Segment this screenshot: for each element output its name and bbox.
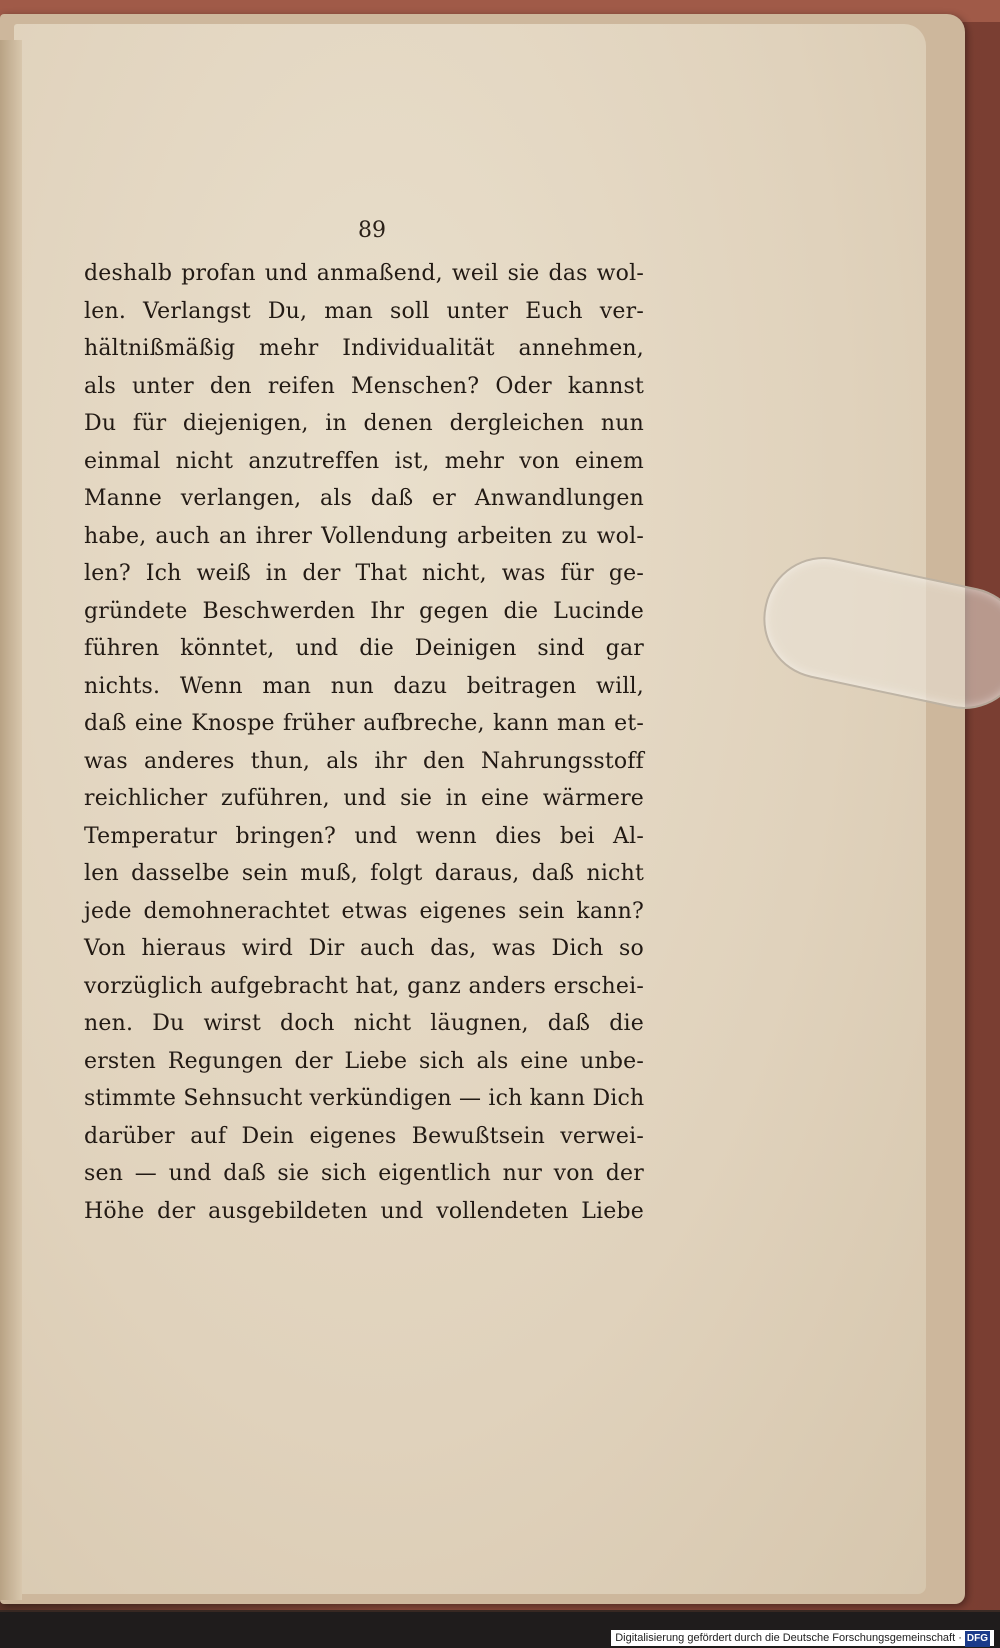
text-line: einmal nicht anzutreffen ist, mehr von einem (84, 448, 644, 474)
text-line: gründete Beschwerden Ihr gegen die Lucinde (84, 598, 644, 624)
text-line: Höhe der ausgebildeten und vollendeten Liebe (84, 1198, 644, 1224)
text-line: darüber auf Dein eigenes Bewußtsein verwei- (84, 1123, 644, 1149)
previous-page-edge (0, 40, 22, 1600)
text-line: Temperatur bringen? und wenn dies bei Al- (84, 823, 644, 849)
text-line: len? Ich weiß in der That nicht, was für ge- (84, 561, 644, 586)
dfg-logo: DFG (965, 1631, 990, 1647)
footer-credit (611, 1630, 994, 1646)
text-line: stimmte Sehnsucht verkündigen — ich kann Dich (84, 1086, 645, 1111)
text-line: vorzüglich aufgebracht hat, ganz anders erschei- (84, 973, 644, 999)
text-line: reichlicher zuführen, und sie in eine wärmere (84, 786, 644, 811)
page-number: 89 (358, 218, 386, 243)
text-line: sen — und daß sie sich eigentlich nur von der (84, 1161, 644, 1186)
text-line: Manne verlangen, als daß er Anwandlungen (84, 486, 644, 511)
text-line: habe, auch an ihrer Vollendung arbeiten zu wol- (84, 523, 644, 549)
footer-credit-text: Digitalisierung gefördert durch die Deutsche Forschungsgemeinschaft · (615, 1632, 962, 1644)
text-line: Von hieraus wird Dir auch das, was Dich so (84, 936, 644, 961)
text-line: jede demohnerachtet etwas eigenes sein kann? (84, 898, 644, 924)
text-line: nichts. Wenn man nun dazu beitragen will, (84, 673, 644, 699)
text-line: was anderes thun, als ihr den Nahrungsstoff (84, 748, 644, 774)
text-line: hältnißmäßig mehr Individualität annehmen, (84, 336, 644, 361)
text-line: ersten Regungen der Liebe sich als eine unbe- (84, 1048, 644, 1074)
text-line: als unter den reifen Menschen? Oder kannst (84, 373, 644, 399)
page-text (84, 255, 644, 1230)
text-line: führen könntet, und die Deinigen sind gar (84, 636, 644, 661)
text-line: daß eine Knospe früher aufbreche, kann man et- (84, 711, 644, 736)
text-line: Du für diejenigen, in denen dergleichen nun (84, 411, 644, 436)
text-line: len dasselbe sein muß, folgt daraus, daß nicht (84, 861, 644, 886)
text-line: deshalb profan und anmaßend, weil sie das wol- (84, 261, 644, 286)
text-line: len. Verlangst Du, man soll unter Euch ver- (84, 298, 644, 324)
text-line: nen. Du wirst doch nicht läugnen, daß die (84, 1011, 644, 1036)
